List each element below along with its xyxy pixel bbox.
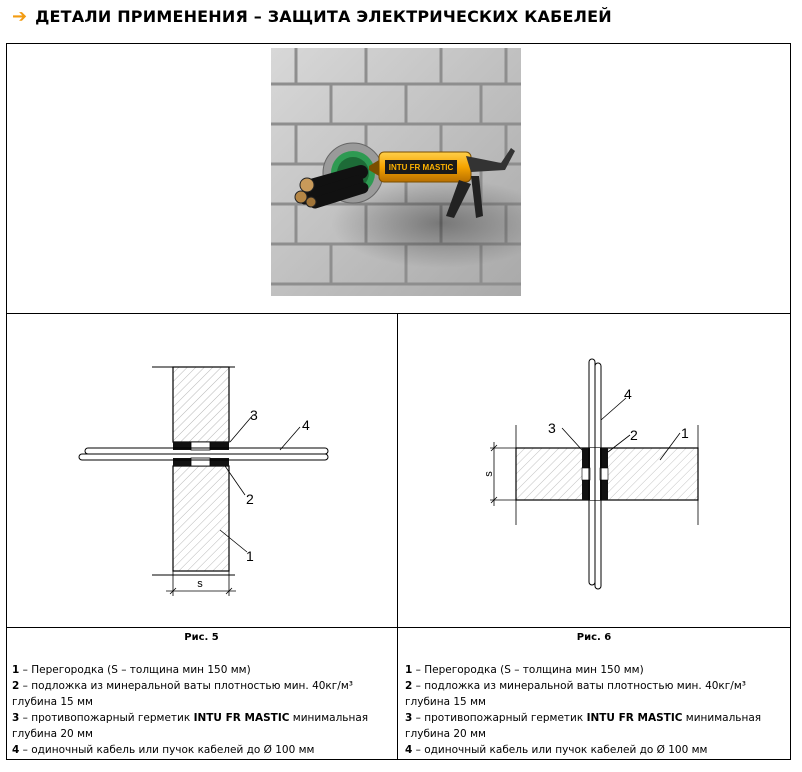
legend-item-4: 4 – одиночный кабель или пучок кабелей до Ø 100 мм — [405, 744, 708, 756]
caption-divider — [6, 627, 791, 628]
legend-item-2: 2 – подложка из минеральной ваты плотностью мин. 40кг/м³ — [12, 680, 353, 692]
figure-5-legend — [12, 662, 368, 758]
legend-item-2: 2 – подложка из минеральной ваты плотностью мин. 40кг/м³ — [405, 680, 746, 692]
legend-item-3: 3 – противопожарный герметик INTU FR MASTIC минимальная — [12, 712, 369, 724]
fig5-label-3: 3 — [250, 407, 258, 423]
fig6-dimension-s: s — [483, 471, 495, 477]
legend-item-4: 4 – одиночный кабель или пучок кабелей до Ø 100 мм — [12, 744, 315, 756]
tube-label-text: INTU FR MASTIC — [388, 163, 454, 172]
figure-6-legend — [405, 662, 761, 758]
fig6-label-4: 4 — [624, 386, 632, 402]
legend-item-3-cont: глубина 20 мм — [405, 728, 486, 740]
figure-6-caption: Рис. 6 — [576, 632, 612, 643]
legend-item-3: 3 – противопожарный герметик INTU FR MASTIC минимальная — [405, 712, 762, 724]
fig5-label-1: 1 — [246, 548, 254, 564]
figure-5-drawing — [60, 350, 360, 600]
fig5-label-4: 4 — [302, 417, 310, 433]
fig6-label-2: 2 — [630, 427, 638, 443]
figure-6-drawing — [470, 350, 740, 600]
legend-item-1: 1 – Перегородка (S – толщина мин 150 мм) — [405, 664, 644, 676]
fig6-label-1: 1 — [681, 425, 689, 441]
legend-item-1: 1 – Перегородка (S – толщина мин 150 мм) — [12, 664, 251, 676]
page-title: ДЕТАЛИ ПРИМЕНЕНИЯ – ЗАЩИТА ЭЛЕКТРИЧЕСКИХ КАБЕЛЕЙ — [35, 6, 612, 26]
right-arrow-icon: ➔ — [12, 5, 28, 27]
legend-item-3-cont: глубина 20 мм — [12, 728, 93, 740]
fig6-label-3: 3 — [548, 420, 556, 436]
legend-item-2-cont: глубина 15 мм — [12, 696, 93, 708]
legend-item-2-cont: глубина 15 мм — [405, 696, 486, 708]
column-divider — [397, 313, 398, 760]
product-application-photo — [271, 48, 521, 296]
photo-divider — [6, 313, 791, 314]
fig5-label-2: 2 — [246, 491, 254, 507]
fig5-dimension-s: s — [197, 578, 203, 590]
figure-5-caption: Рис. 5 — [184, 632, 219, 643]
page-header — [12, 4, 612, 28]
